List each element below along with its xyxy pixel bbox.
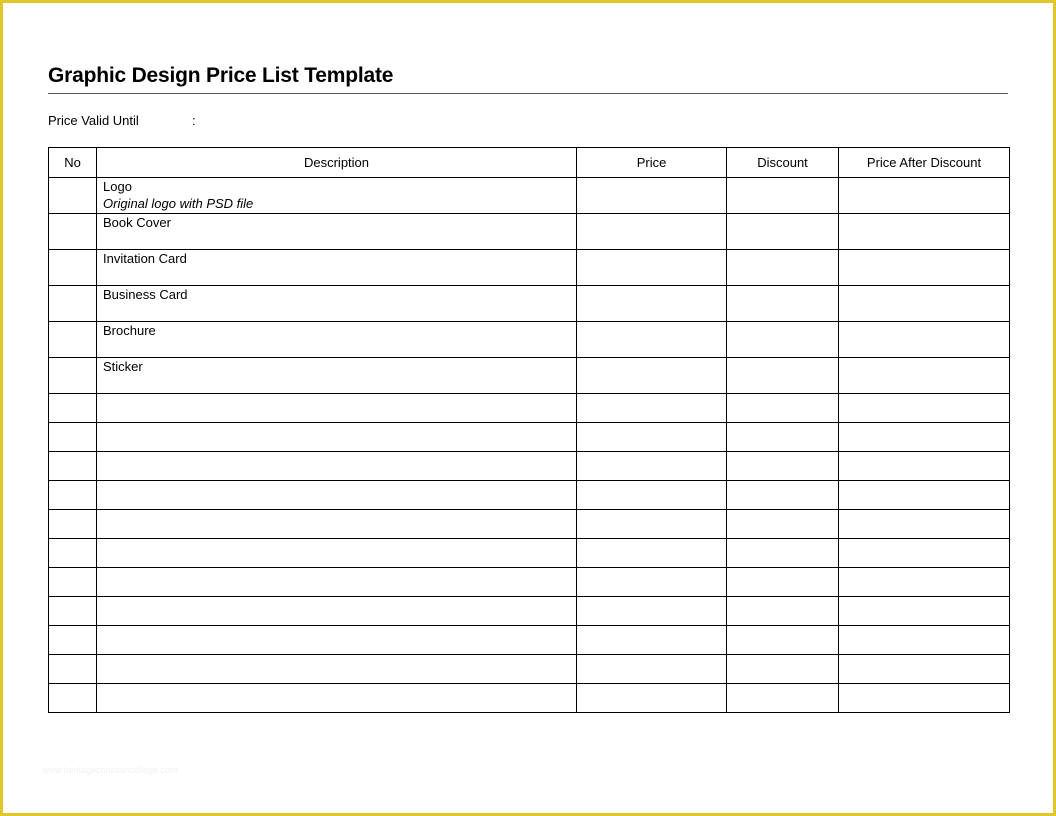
description-cell[interactable] (97, 250, 577, 286)
description-cell[interactable] (97, 655, 577, 684)
price-after-discount-cell[interactable] (839, 684, 1010, 713)
price-after-discount-cell[interactable] (839, 452, 1010, 481)
no-cell[interactable] (49, 178, 97, 214)
no-cell[interactable] (49, 510, 97, 539)
price-after-discount-cell[interactable] (839, 286, 1010, 322)
description-cell[interactable] (97, 568, 577, 597)
price-list-table (48, 147, 1010, 713)
no-cell[interactable] (49, 423, 97, 452)
no-cell[interactable] (49, 684, 97, 713)
price-cell[interactable] (577, 322, 727, 358)
item-note: Original logo with PSD file (103, 196, 254, 211)
no-cell[interactable] (49, 597, 97, 626)
table-row (49, 597, 1010, 626)
description-cell[interactable] (97, 684, 577, 713)
price-cell[interactable] (577, 423, 727, 452)
header-price-after-discount: Price After Discount (839, 148, 1010, 178)
table-row (49, 684, 1010, 713)
discount-cell[interactable] (727, 568, 839, 597)
price-cell[interactable] (577, 597, 727, 626)
price-cell[interactable] (577, 655, 727, 684)
price-after-discount-cell[interactable] (839, 178, 1010, 214)
no-cell[interactable] (49, 358, 97, 394)
table-row (49, 510, 1010, 539)
discount-cell[interactable] (727, 452, 839, 481)
description-cell[interactable] (97, 358, 577, 394)
price-after-discount-cell[interactable] (839, 423, 1010, 452)
price-after-discount-cell[interactable] (839, 626, 1010, 655)
table-row (49, 655, 1010, 684)
price-cell[interactable] (577, 286, 727, 322)
item-name: Brochure (103, 323, 156, 338)
price-after-discount-cell[interactable] (839, 655, 1010, 684)
no-cell[interactable] (49, 481, 97, 510)
title-divider (48, 93, 1008, 94)
discount-cell[interactable] (727, 214, 839, 250)
table-row (49, 322, 1010, 358)
price-cell[interactable] (577, 358, 727, 394)
no-cell[interactable] (49, 322, 97, 358)
price-after-discount-cell[interactable] (839, 358, 1010, 394)
no-cell[interactable] (49, 214, 97, 250)
table-row (49, 423, 1010, 452)
price-cell[interactable] (577, 394, 727, 423)
table-row (49, 178, 1010, 214)
discount-cell[interactable] (727, 286, 839, 322)
no-cell[interactable] (49, 394, 97, 423)
table-row (49, 539, 1010, 568)
price-after-discount-cell[interactable] (839, 322, 1010, 358)
watermark-text: www.heritagechristiancollege.com (42, 765, 178, 775)
description-cell[interactable] (97, 286, 577, 322)
item-name: Logo (103, 179, 132, 194)
price-after-discount-cell[interactable] (839, 394, 1010, 423)
price-cell[interactable] (577, 452, 727, 481)
discount-cell[interactable] (727, 626, 839, 655)
header-description: Description (97, 148, 577, 178)
price-cell[interactable] (577, 539, 727, 568)
table-row (49, 452, 1010, 481)
discount-cell[interactable] (727, 510, 839, 539)
no-cell[interactable] (49, 539, 97, 568)
description-cell[interactable] (97, 452, 577, 481)
price-after-discount-cell[interactable] (839, 597, 1010, 626)
table-row (49, 286, 1010, 322)
item-name: Book Cover (103, 215, 171, 230)
no-cell[interactable] (49, 452, 97, 481)
description-cell[interactable] (97, 539, 577, 568)
price-after-discount-cell[interactable] (839, 214, 1010, 250)
price-after-discount-cell[interactable] (839, 568, 1010, 597)
discount-cell[interactable] (727, 423, 839, 452)
price-cell[interactable] (577, 250, 727, 286)
description-cell[interactable] (97, 178, 577, 214)
table-row (49, 394, 1010, 423)
item-name: Business Card (103, 287, 188, 302)
discount-cell[interactable] (727, 178, 839, 214)
discount-cell[interactable] (727, 358, 839, 394)
item-name: Sticker (103, 359, 143, 374)
no-cell[interactable] (49, 626, 97, 655)
price-after-discount-cell[interactable] (839, 481, 1010, 510)
document-title: Graphic Design Price List Template (48, 64, 394, 87)
discount-cell[interactable] (727, 539, 839, 568)
no-cell[interactable] (49, 568, 97, 597)
description-cell[interactable] (97, 322, 577, 358)
table-row (49, 481, 1010, 510)
price-cell[interactable] (577, 481, 727, 510)
table-row (49, 568, 1010, 597)
price-valid-label: Price Valid Until (48, 113, 139, 128)
price-cell[interactable] (577, 684, 727, 713)
discount-cell[interactable] (727, 655, 839, 684)
no-cell[interactable] (49, 250, 97, 286)
price-valid-colon: : (192, 113, 196, 128)
price-valid-row (48, 113, 196, 128)
table-row (49, 250, 1010, 286)
price-cell[interactable] (577, 626, 727, 655)
description-cell[interactable] (97, 510, 577, 539)
discount-cell[interactable] (727, 597, 839, 626)
discount-cell[interactable] (727, 250, 839, 286)
table-header-row (49, 148, 1010, 178)
description-cell[interactable] (97, 481, 577, 510)
price-cell[interactable] (577, 214, 727, 250)
description-cell[interactable] (97, 423, 577, 452)
price-after-discount-cell[interactable] (839, 510, 1010, 539)
table-row (49, 626, 1010, 655)
price-after-discount-cell[interactable] (839, 539, 1010, 568)
price-cell[interactable] (577, 178, 727, 214)
no-cell[interactable] (49, 655, 97, 684)
discount-cell[interactable] (727, 684, 839, 713)
price-after-discount-cell[interactable] (839, 250, 1010, 286)
header-price: Price (577, 148, 727, 178)
no-cell[interactable] (49, 286, 97, 322)
discount-cell[interactable] (727, 481, 839, 510)
table-row (49, 358, 1010, 394)
table-row (49, 214, 1010, 250)
price-cell[interactable] (577, 568, 727, 597)
item-name: Invitation Card (103, 251, 187, 266)
description-cell[interactable] (97, 214, 577, 250)
table-body (49, 178, 1010, 713)
header-no: No (49, 148, 97, 178)
description-cell[interactable] (97, 626, 577, 655)
description-cell[interactable] (97, 394, 577, 423)
discount-cell[interactable] (727, 322, 839, 358)
header-discount: Discount (727, 148, 839, 178)
discount-cell[interactable] (727, 394, 839, 423)
description-cell[interactable] (97, 597, 577, 626)
price-cell[interactable] (577, 510, 727, 539)
